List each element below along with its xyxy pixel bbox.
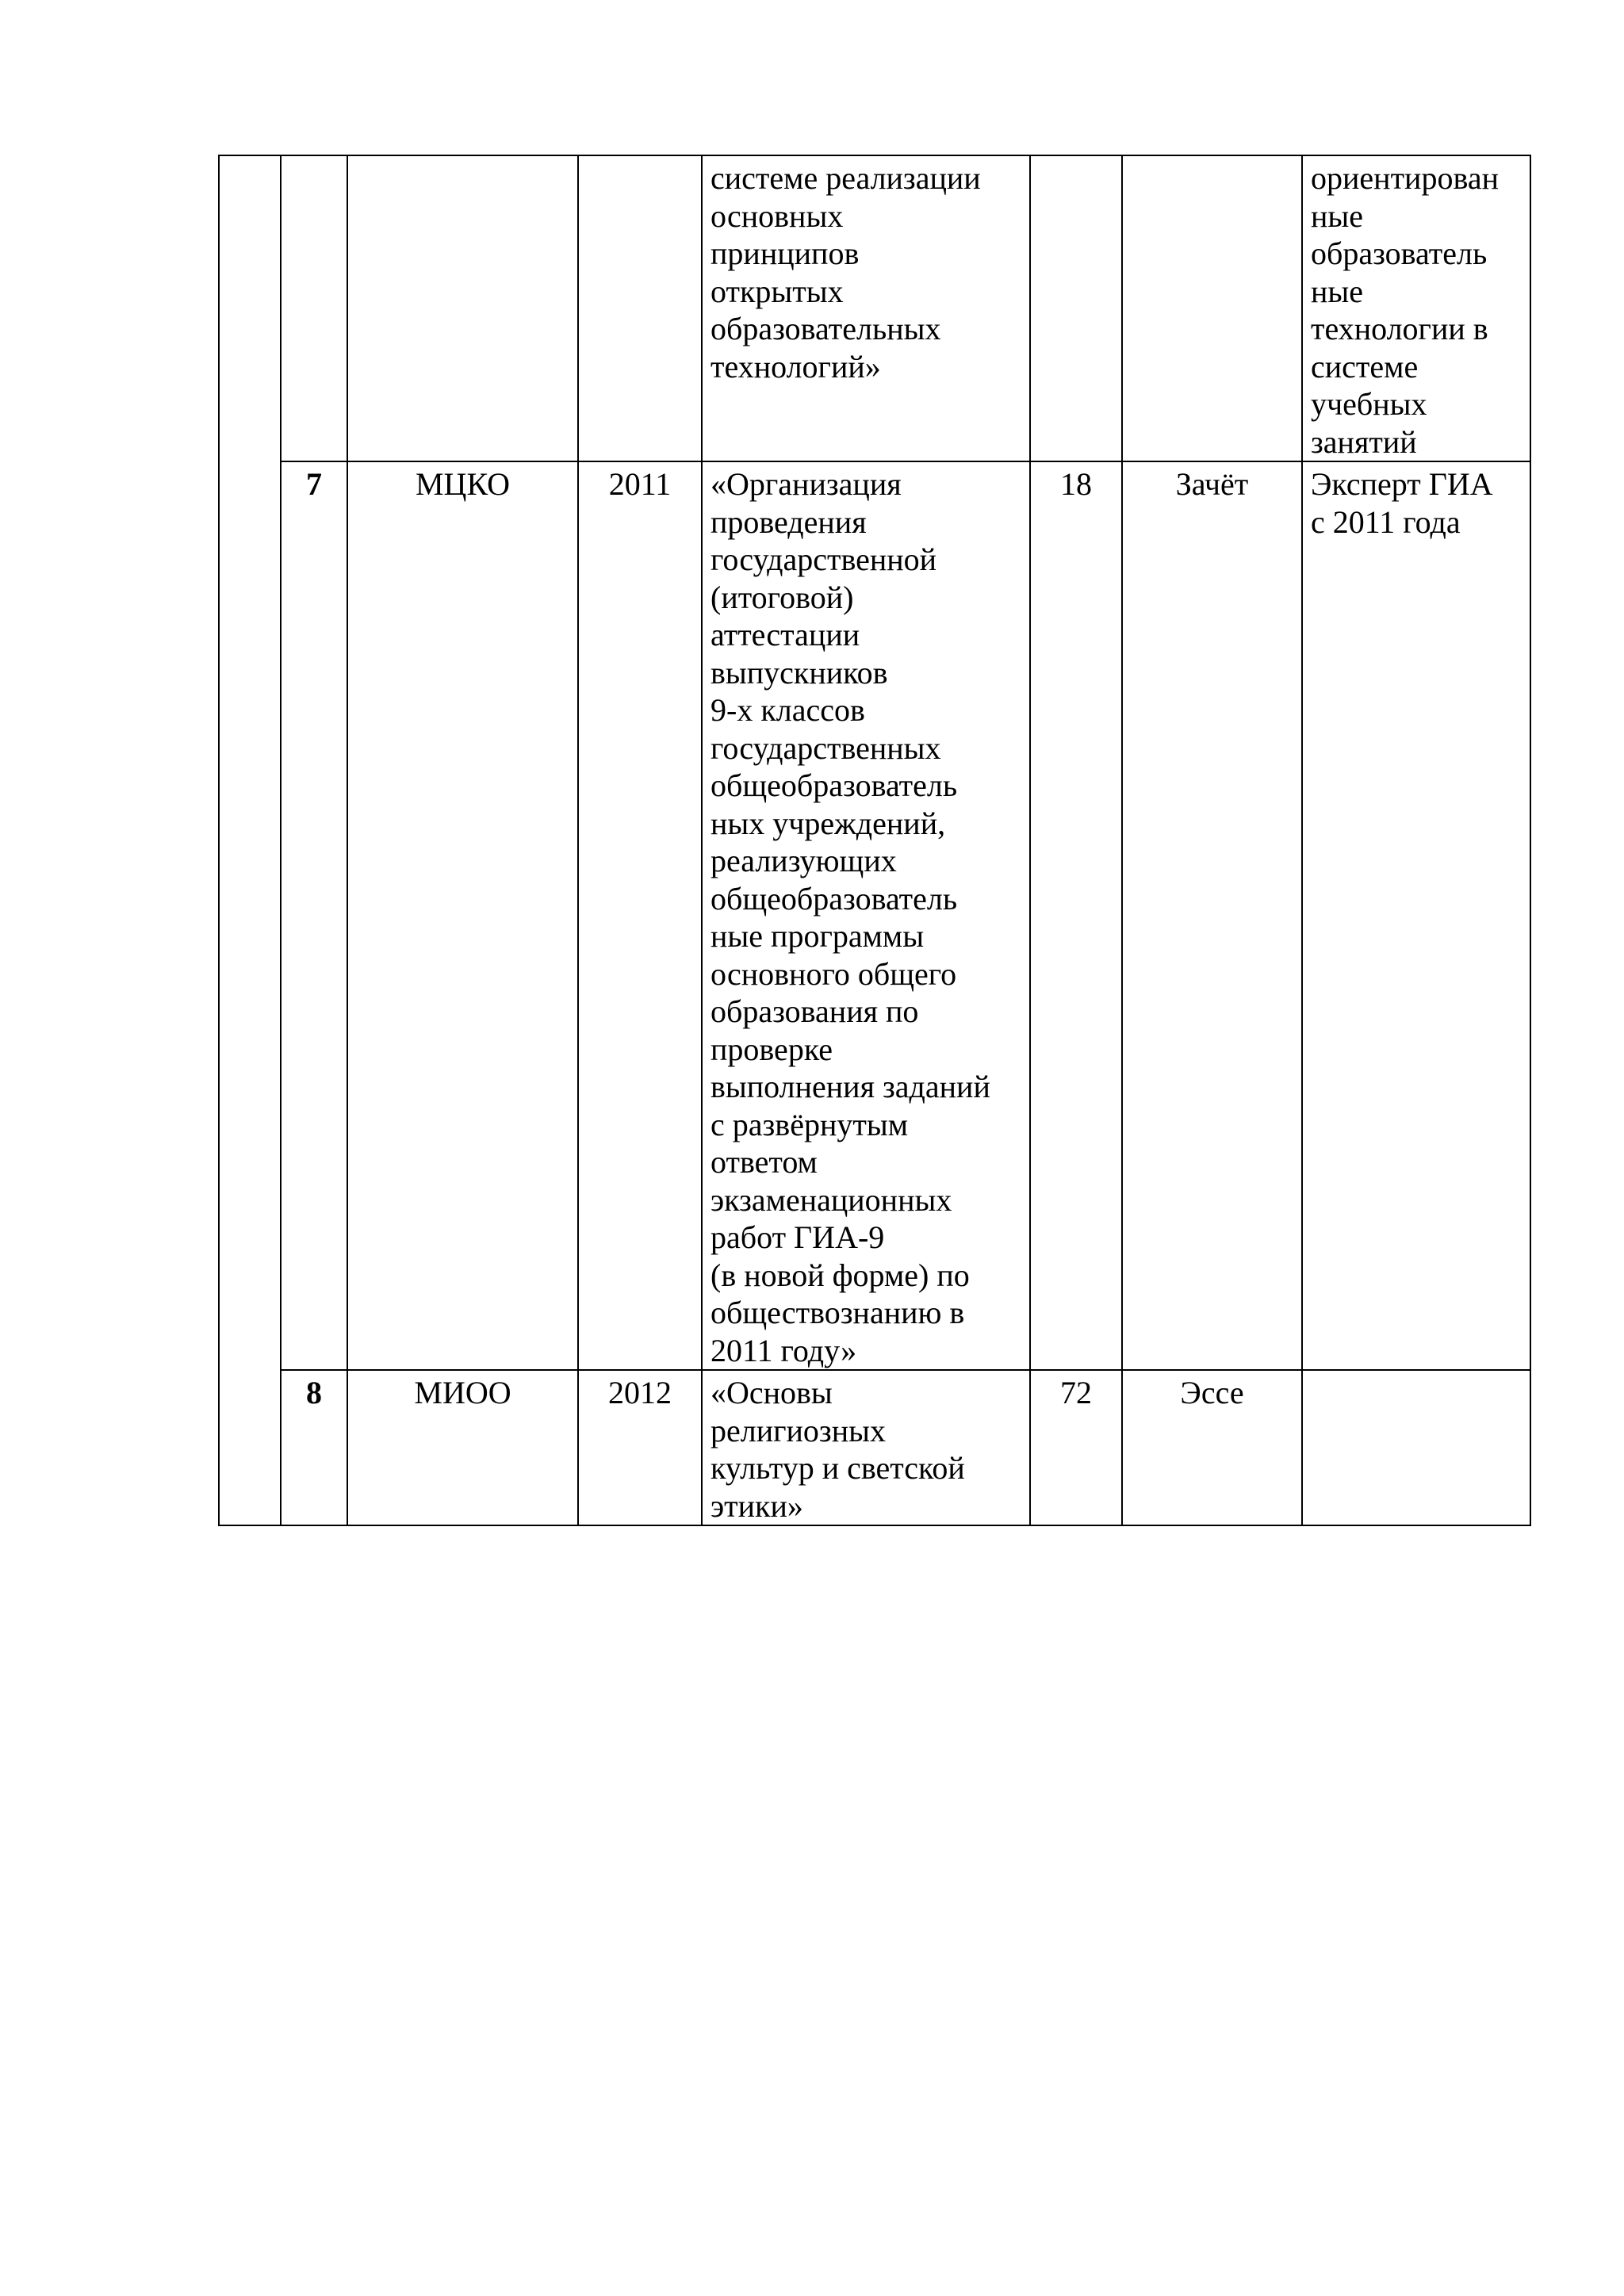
course-title-cell: системе реализации основных принципов открытых образовательных технологий» (702, 155, 1030, 461)
result-cell (1302, 1370, 1530, 1525)
course-title-cell: «Основы религиозных культур и светской этики» (702, 1370, 1030, 1525)
organization-cell: МИОО (347, 1370, 578, 1525)
row-number-cell (281, 155, 347, 461)
training-table (218, 155, 1531, 1526)
row-number-cell: 7 (281, 461, 347, 1370)
table-row (219, 1370, 1530, 1525)
table-row (219, 461, 1530, 1370)
row-number-cell: 8 (281, 1370, 347, 1525)
hours-cell: 72 (1030, 1370, 1122, 1525)
assessment-form-cell: Эссе (1122, 1370, 1302, 1525)
hours-cell: 18 (1030, 461, 1122, 1370)
table-row (219, 155, 1530, 461)
year-cell: 2011 (578, 461, 702, 1370)
result-cell: ориентирован ные образователь ные технологии в системе учебных занятий (1302, 155, 1530, 461)
organization-cell (347, 155, 578, 461)
merged-left-cell (219, 155, 281, 1525)
hours-cell (1030, 155, 1122, 461)
assessment-form-cell: Зачёт (1122, 461, 1302, 1370)
year-cell (578, 155, 702, 461)
result-cell: Эксперт ГИА с 2011 года (1302, 461, 1530, 1370)
year-cell: 2012 (578, 1370, 702, 1525)
assessment-form-cell (1122, 155, 1302, 461)
course-title-cell: «Организация проведения государственной (итоговой) аттестации выпускников 9-х классов государственных общеобразователь ных учреждений, реализующих общеобразователь ные программы основного общего образования по проверке выполнения заданий с развёрнутым ответом экзаменационных работ ГИА-9 (в новой форме) по обществознанию в 2011 году» (702, 461, 1030, 1370)
organization-cell: МЦКО (347, 461, 578, 1370)
